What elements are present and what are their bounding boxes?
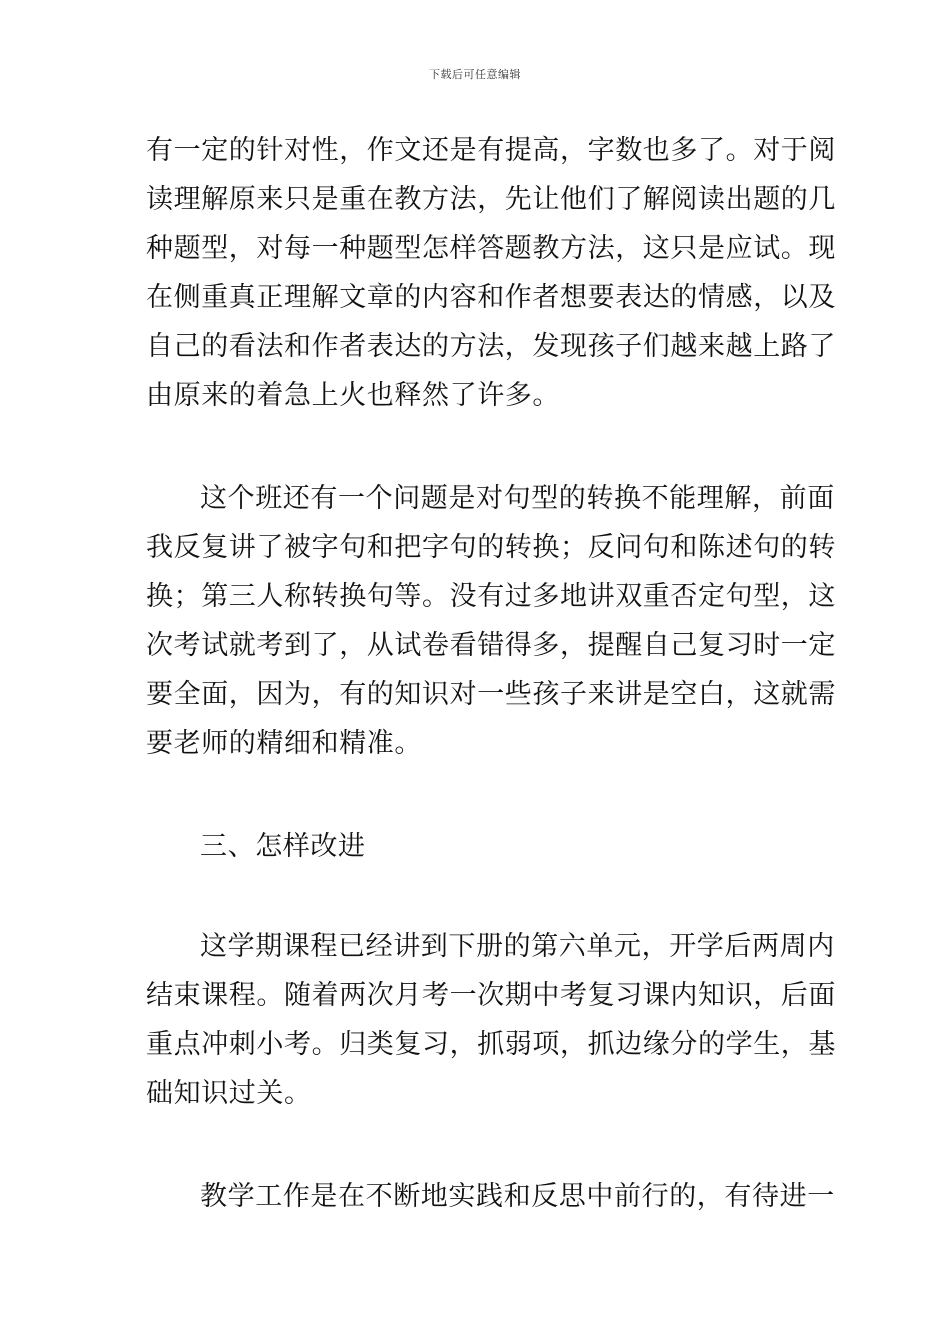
text-line: 由原来的着急上火也释然了许多。: [146, 380, 560, 411]
text-line: 重点冲刺小考。归类复习，抓弱项，抓边缘分的学生，基: [146, 1029, 836, 1060]
text-line: 结束课程。随着两次月考一次期中考复习课内知识，后面: [146, 980, 836, 1011]
text-line: 有一定的针对性，作文还是有提高，字数也多了。对于阅: [146, 135, 836, 166]
text-line: 这个班还有一个问题是对句型的转换不能理解，前面: [200, 483, 835, 514]
text-line: 要老师的精细和精准。: [146, 728, 422, 759]
text-line: 次考试就考到了，从试卷看错得多，提醒自己复习时一定: [146, 630, 836, 661]
text-line: 在侧重真正理解文章的内容和作者想要表达的情感，以及: [146, 282, 836, 313]
text-line: 这学期课程已经讲到下册的第六单元，开学后两周内: [200, 931, 835, 962]
text-line: 教学工作是在不断地实践和反思中前行的，有待进一: [200, 1181, 835, 1212]
text-line: 自己的看法和作者表达的方法，发现孩子们越来越上路了: [146, 331, 836, 362]
page-header: 下载后可任意编辑: [429, 68, 521, 81]
paragraph-4: [146, 1172, 835, 1221]
text-line: 我反复讲了被字句和把字句的转换；反问句和陈述句的转: [146, 532, 836, 563]
paragraph-2: [146, 474, 836, 768]
heading-text: 三、怎样改进: [200, 831, 366, 862]
text-line: 读理解原来只是重在教方法，先让他们了解阅读出题的几: [146, 184, 836, 215]
paragraph-3: [146, 922, 836, 1118]
text-line: 础知识过关。: [146, 1078, 312, 1109]
paragraph-1: [146, 126, 836, 420]
text-line: 要全面，因为，有的知识对一些孩子来讲是空白，这就需: [146, 679, 836, 710]
text-line: 换；第三人称转换句等。没有过多地讲双重否定句型，这: [146, 581, 836, 612]
section-heading: [146, 822, 810, 871]
text-line: 种题型，对每一种题型怎样答题教方法，这只是应试。现: [146, 233, 836, 264]
